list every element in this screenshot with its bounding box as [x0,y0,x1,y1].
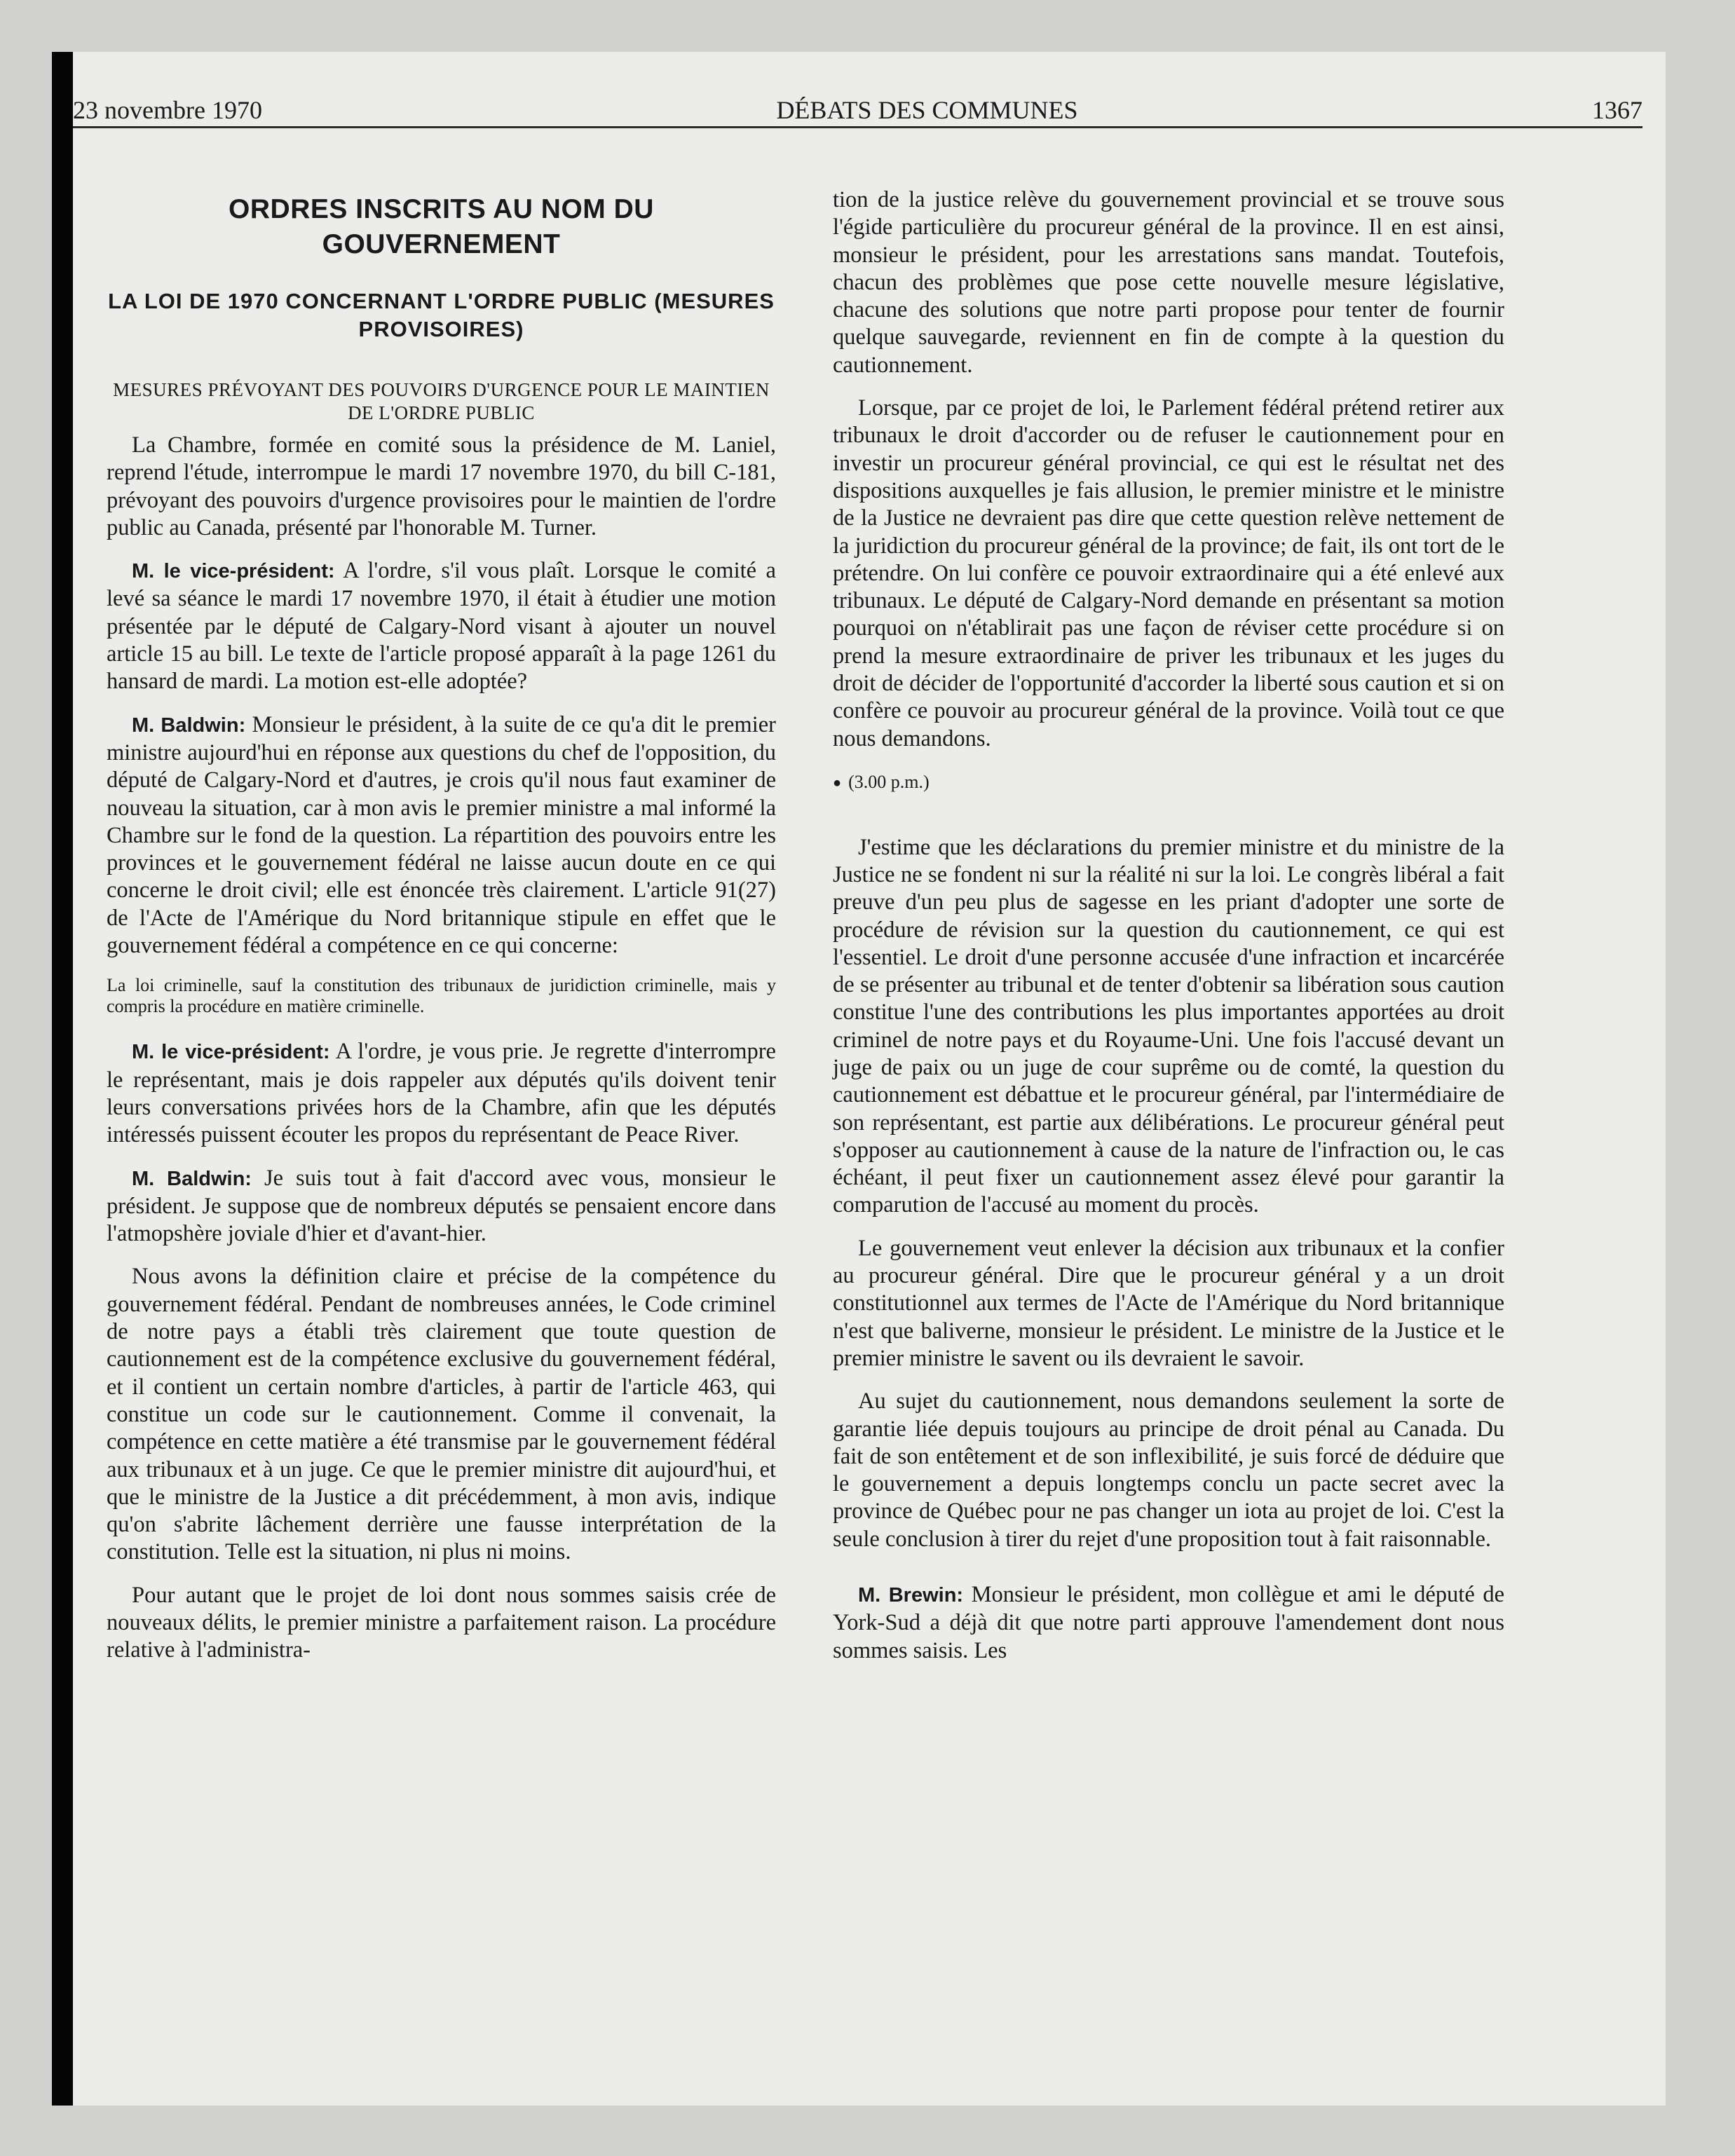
paragraph: J'estime que les déclarations du premier ministre et du ministre de la Justice ne se fondent ni sur la réalité ni sur la loi. Le congrès libéral a fait preuve d'un peu plus de sagesse en les priant d'adopter une sorte de procédure de révision sur la question du cautionnement, ce qui est l'essentiel. Le droit d'une personne accusée d'une infraction et incarcérée de se présenter au tribunal et de tenter d'obtenir sa libération sous caution constitue l'une des contributions les plus importantes apportées au droit criminel de notre pays et du Royaume-Uni. Une fois l'accusé devant un juge de paix ou un juge de cour suprême ou de comté, la question du cautionnement est débattue et le procureur général, par l'intermédiaire de son représentant, est partie aux délibérations. Le procureur général peut s'opposer au cautionnement à cause de la nature de l'infraction ou, le cas échéant, il peut fixer un cautionnement assez élevé pour garantir la comparution de l'accusé au moment du procès. [833,834,1504,1218]
speech-text: Monsieur le président, à la suite de ce qu'a dit le premier ministre aujourd'hui en réponse aux questions du chef de l'opposition, du député de Calgary-Nord et d'autres, je crois qu'il nous faut examiner de nouveau la situation, car à mon avis le premier ministre a mal informé la Chambre sur le fond de la question. La répartition des pouvoirs entre les provinces et le gouvernement fédéral ne laisse aucun doute en ce qui concerne le droit civil; elle est énoncée très clairement. L'article 91(27) de l'Acte de l'Amérique du Nord britannique stipule en effet que le gouvernement fédéral a compétence en ce qui concerne: [107,711,776,959]
paragraph: La Chambre, formée en comité sous la présidence de M. Laniel, reprend l'étude, interrompue le mardi 17 novembre 1970, du bill C-181, prévoyant des pouvoirs d'urgence provisoires pour le maintien de l'ordre public au Canada, présenté par l'honorable M. Turner. [107,432,776,540]
speaker-name: M. le vice-président: [132,560,335,583]
paragraph: Lorsque, par ce projet de loi, le Parlement fédéral prétend retirer aux tribunaux le droit d'accorder ou de refuser le cautionnement pour en investir un procureur général provincial, ce qui est le résultat net des dispositions auxquelles je fais allusion, le premier ministre et le ministre de la Justice ne devraient pas dire que cette question relève nettement de la juridiction du procureur général de la province; de fait, ils ont tort de le prétendre. On lui confère ce pouvoir extraordinaire qui a été enlevé aux tribunaux. Le député de Calgary-Nord demande en présentant sa motion pourquoi on n'établirait pas une façon de réviser cette procédure si on prend la mesure extraordinaire de priver les tribunaux et les juges du droit de décider de l'opportunité d'accorder la liberté sous caution et si on confère ce pouvoir au procureur général de la province. Voilà tout ce que nous demandons. [833,395,1504,751]
speech-text: A l'ordre, s'il vous plaît. Lorsque le comité a levé sa séance le mardi 17 novembre 1970, il était à étudier une motion présentée par le député de Calgary-Nord visant à ajouter un nouvel article 15 au bill. Le texte de l'article proposé apparaît à la page 1261 du hansard de mardi. La motion est-elle adoptée? [107,558,776,695]
speech [107,557,776,695]
timestamp-text: (3.00 p.m.) [848,771,930,792]
speaker-name: M. le vice-président: [132,1041,330,1064]
scan-edge [52,52,73,2106]
speech-text: Monsieur le président, mon collègue et ami le député de York-Sud a déjà dit que notre parti approuve l'amendement dont nous sommes saisis. Les [833,1582,1504,1663]
timestamp [833,768,1504,798]
page-header [73,91,1642,128]
speech-text: Je suis tout à fait d'accord avec vous, monsieur le président. Je suppose que de nombreux députés se pensaient encore dans l'atmopshère joviale d'hier et d'avant-hier. [107,1165,776,1247]
right-column [833,186,1504,1680]
speech [833,1581,1504,1665]
paragraph: tion de la justice relève du gouvernement provincial et se trouve sous l'égide particulière du procureur général de la province. Il en est ainsi, monsieur le président, pour les arrestations sans mandat. Toutefois, chacun des problèmes que pose cette nouvelle mesure législative, chacune des solutions que notre parti propose pour tenter de fournir quelque sauvegarde, reviennent en fin de compte à la question du cautionnement. [833,187,1504,378]
bill-heading: LA LOI DE 1970 CONCERNANT L'ORDRE PUBLIC (MESURES PROVISOIRES) [108,289,775,341]
header-title: DÉBATS DES COMMUNES [776,96,1078,124]
bullet-icon: ● [833,775,842,791]
paragraph: Nous avons la définition claire et précise de la compétence du gouvernement fédéral. Pendant de nombreuses années, le Code criminel de notre pays a établi très clairement que toute question de cautionnement est de la compétence exclusive du gouvernement fédéral, et il contient un certain nombre d'articles, à partir de l'article 463, qui constitue un code sur le cautionnement. Comme il convenait, la compétence en cette matière a été transmise par le gouvernement fédéral aux tribunaux et à un juge. Ce que le premier ministre dit aujourd'hui, et que le ministre de la Justice a dit précédemment, à mon avis, indique qu'on s'abrite lâchement derrière une fausse interprétation de la constitution. Telle est la situation, ni plus ni moins. [107,1264,776,1565]
speech [107,1165,776,1248]
legal-quote: La loi criminelle, sauf la constitution des tribunaux de juridiction criminelle, mais y compris la procédure en matière criminelle. [107,975,776,1017]
paragraph: Au sujet du cautionnement, nous demandons seulement la sorte de garantie liée depuis toujours au principe de droit pénal au Canada. Du fait de son entêtement et de son inflexibilité, je suis forcé de déduire que le gouvernement a depuis longtemps conclu un pacte secret avec la province de Québec pour ne pas changer un iota au projet de loi. C'est la seule conclusion à tirer du rejet d'une proposition tout à fait raisonnable. [833,1389,1504,1552]
speaker-name: M. Baldwin: [132,714,246,737]
left-column [107,186,776,1680]
page-number: 1367 [1592,96,1642,124]
speech [107,1038,776,1149]
speaker-name: M. Brewin: [858,1584,964,1607]
section-heading: ORDRES INSCRITS AU NOM DU GOUVERNEMENT [229,194,654,259]
speaker-name: M. Baldwin: [132,1167,252,1190]
paragraph: Le gouvernement veut enlever la décision aux tribunaux et la confier au procureur général. Dire que le procureur général y a un droit constitutionnel aux termes de l'Acte de l'Amérique du Nord britannique n'est que baliverne, monsieur le président. Le ministre de la Justice et le premier ministre le savent ou ils devraient le savoir. [833,1235,1504,1371]
header-date: 23 novembre 1970 [73,96,262,124]
subsection-heading: MESURES PRÉVOYANT DES POUVOIRS D'URGENCE POUR LE MAINTIEN DE L'ORDRE PUBLIC [113,379,770,423]
speech [107,711,776,960]
speech-text: A l'ordre, je vous prie. Je regrette d'interrompre le représentant, mais je dois rappeler aux députés qu'ils doivent tenir leurs conversations privées hors de la Chambre, afin que les députés intéressés puissent écouter les propos du représentant de Peace River. [107,1039,776,1148]
paragraph: Pour autant que le projet de loi dont nous sommes saisis crée de nouveaux délits, le premier ministre a parfaitement raison. La procédure relative à l'administra- [107,1582,776,1663]
